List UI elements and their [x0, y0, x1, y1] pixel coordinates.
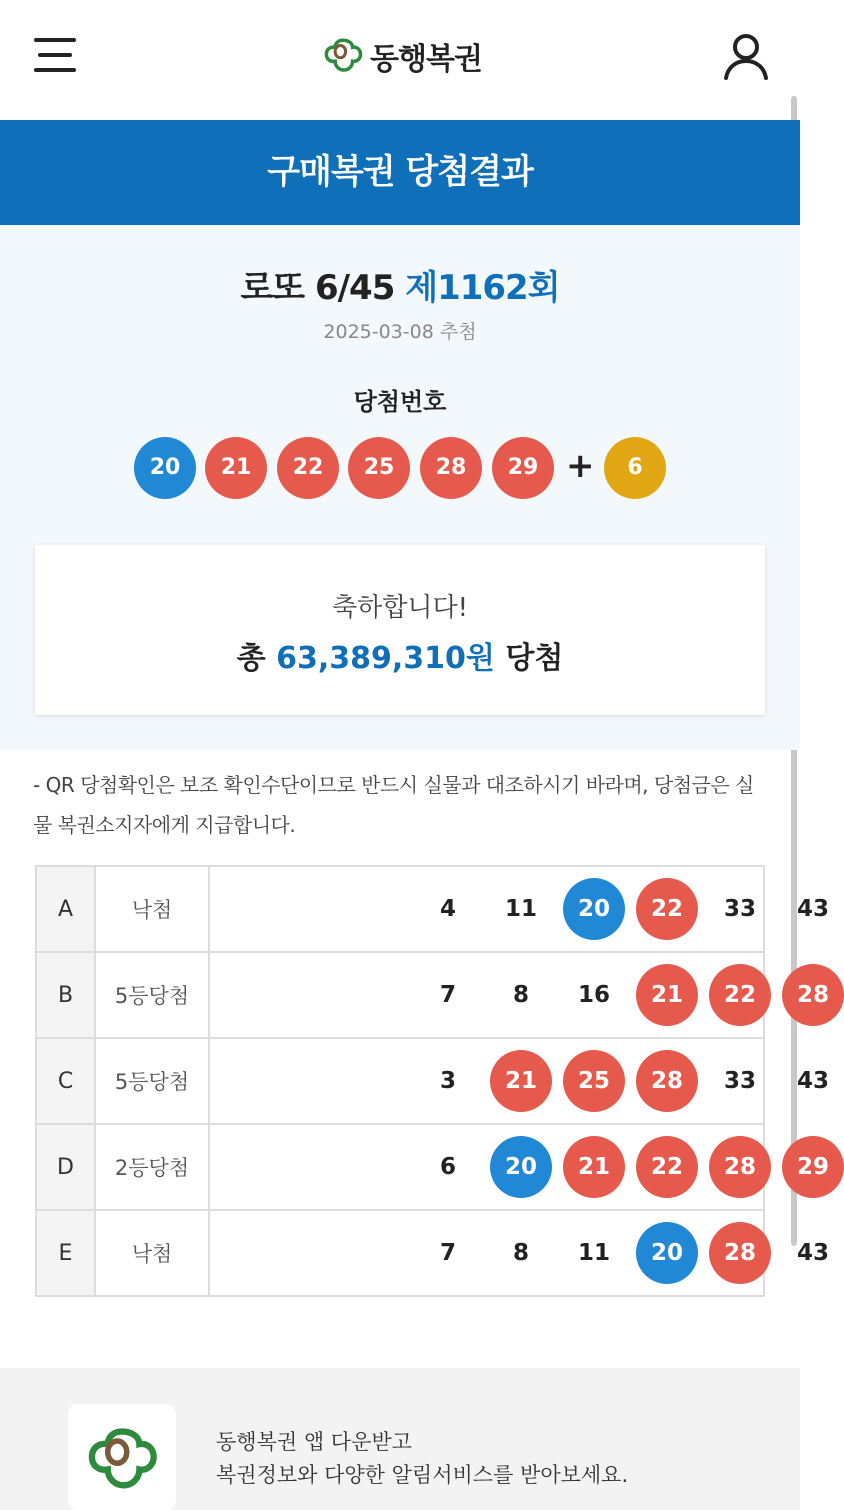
matched-number-ball: 20 — [563, 878, 625, 940]
ticket-row — [36, 1124, 764, 1210]
winning-ball: 22 — [277, 437, 339, 499]
plus-sign: + — [566, 446, 595, 486]
top-header — [0, 0, 800, 120]
ticket-numbers — [209, 866, 829, 952]
ticket-number: 33 — [723, 896, 756, 922]
ticket-slot: D — [36, 1124, 95, 1210]
ticket-row — [36, 952, 764, 1038]
ticket-numbers — [209, 1210, 829, 1296]
ticket-results-table — [35, 865, 829, 1297]
ticket-result: 낙첨 — [95, 1210, 209, 1296]
matched-number-ball: 20 — [636, 1222, 698, 1284]
bonus-ball: 6 — [604, 437, 666, 499]
promo-line-1: 동행복권 앱 다운받고 — [216, 1430, 412, 1454]
matched-number-ball: 20 — [490, 1136, 552, 1198]
user-icon[interactable] — [722, 32, 770, 80]
clover-logo-icon — [84, 1422, 160, 1498]
app-icon[interactable] — [68, 1404, 176, 1510]
page-title: 구매복권 당첨결과 — [0, 120, 800, 225]
prize-amount: 63,389,310원 — [276, 641, 495, 676]
ticket-slot: A — [36, 866, 95, 952]
matched-number-ball: 28 — [709, 1222, 771, 1284]
winning-ball: 21 — [205, 437, 267, 499]
ticket-number: 16 — [577, 982, 610, 1008]
total-prize — [35, 633, 765, 677]
prize-summary-card — [35, 545, 765, 715]
ticket-number: 43 — [796, 896, 829, 922]
app-promo-text — [216, 1426, 628, 1492]
clover-logo-icon — [322, 35, 364, 77]
ticket-number: 7 — [439, 1240, 456, 1266]
ticket-number: 4 — [439, 896, 456, 922]
ticket-number: 8 — [512, 982, 529, 1008]
game-name: 로또 6/45 — [240, 268, 395, 308]
total-suffix: 당첨 — [505, 641, 564, 676]
winning-numbers-label: 당첨번호 — [353, 388, 447, 416]
hamburger-menu-icon[interactable] — [34, 38, 76, 74]
ticket-number: 43 — [796, 1068, 829, 1094]
matched-number-ball: 21 — [490, 1050, 552, 1112]
promo-line-2: 복권정보와 다양한 알림서비스를 받아보세요. — [216, 1463, 629, 1487]
matched-number-ball: 28 — [782, 964, 844, 1026]
winning-ball: 25 — [348, 437, 410, 499]
round-title — [0, 260, 800, 309]
matched-number-ball: 25 — [563, 1050, 625, 1112]
winning-ball: 29 — [492, 437, 554, 499]
ticket-numbers — [209, 1124, 829, 1210]
ticket-result: 5등당첨 — [95, 1038, 209, 1124]
brand-name: 동행복권 — [370, 42, 482, 77]
matched-number-ball: 21 — [563, 1136, 625, 1198]
draw-result-section — [0, 225, 800, 750]
ticket-result: 5등당첨 — [95, 952, 209, 1038]
ticket-result: 낙첨 — [95, 866, 209, 952]
brand-logo[interactable] — [322, 34, 482, 78]
matched-number-ball: 28 — [636, 1050, 698, 1112]
ticket-result: 2등당첨 — [95, 1124, 209, 1210]
ticket-numbers — [209, 1038, 829, 1124]
ticket-number: 7 — [439, 982, 456, 1008]
app-download-footer — [0, 1368, 800, 1510]
ticket-number: 3 — [439, 1068, 456, 1094]
round-number: 제1162회 — [405, 268, 560, 308]
matched-number-ball: 22 — [636, 878, 698, 940]
ticket-number: 11 — [504, 896, 537, 922]
winning-ball: 20 — [134, 437, 196, 499]
matched-number-ball: 28 — [709, 1136, 771, 1198]
draw-date: 2025-03-08 추첨 — [323, 321, 477, 343]
ticket-number: 8 — [512, 1240, 529, 1266]
winning-numbers — [0, 437, 800, 499]
ticket-row — [36, 1210, 764, 1296]
matched-number-ball: 29 — [782, 1136, 844, 1198]
ticket-row — [36, 1038, 764, 1124]
ticket-number: 11 — [577, 1240, 610, 1266]
ticket-number: 33 — [723, 1068, 756, 1094]
winning-ball: 28 — [420, 437, 482, 499]
total-prefix: 총 — [236, 641, 266, 676]
qr-notice: - QR 당첨확인은 보조 확인수단이므로 반드시 실물과 대조하시기 바라며, 당첨금은 실물 복권소지자에게 지급합니다. — [33, 773, 754, 837]
ticket-numbers — [209, 952, 829, 1038]
ticket-slot: B — [36, 952, 95, 1038]
ticket-number: 6 — [439, 1154, 456, 1180]
ticket-number: 43 — [796, 1240, 829, 1266]
matched-number-ball: 21 — [636, 964, 698, 1026]
congrats-message: 축하합니다! — [331, 593, 468, 623]
matched-number-ball: 22 — [636, 1136, 698, 1198]
ticket-row — [36, 866, 764, 952]
matched-number-ball: 22 — [709, 964, 771, 1026]
ticket-slot: C — [36, 1038, 95, 1124]
ticket-slot: E — [36, 1210, 95, 1296]
